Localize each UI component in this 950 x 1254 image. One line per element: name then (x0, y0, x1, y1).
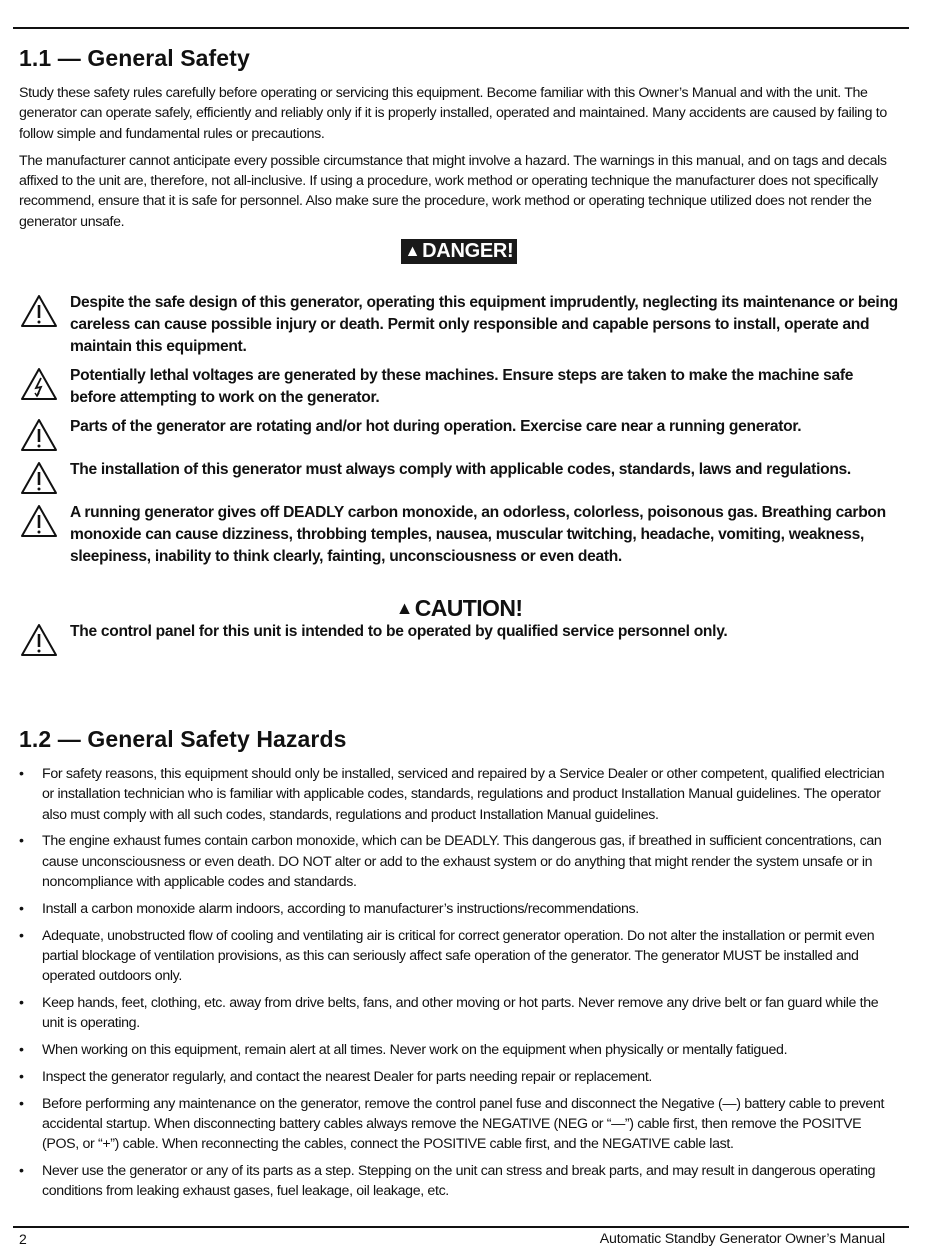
manual-title: Automatic Standby Generator Owner’s Manual (599, 1231, 885, 1247)
page-content (19, 45, 899, 1208)
list-item (19, 1067, 899, 1087)
danger-warning-text: A running generator gives off DEADLY carbon monoxide, an odorless, colorless, poisonous gas. Breathing carbon monoxide can cause dizziness, throbbing temples, nausea, muscular twitching, headache, vomiting, weakness, sleepiness, inability to think clearly, fainting, unconsciousness or even death. (70, 504, 886, 566)
bullet: • (19, 900, 24, 917)
exclamation-triangle-icon (20, 294, 58, 328)
list-item (19, 1094, 899, 1155)
section-heading-general-safety: 1.1 — General Safety (19, 45, 250, 71)
bullet: • (19, 766, 24, 783)
electrical-hazard-triangle-icon (20, 367, 58, 401)
list-item (19, 993, 899, 1034)
danger-warning (19, 292, 899, 358)
caution-warning (19, 621, 899, 657)
exclamation-triangle-icon (20, 461, 58, 495)
danger-warning-text: Potentially lethal voltages are generated by these machines. Ensure steps are taken to make the machine safe before attempting to work on the generator. (70, 367, 854, 407)
list-item-text: The engine exhaust fumes contain carbon monoxide, which can be DEADLY. This dangerous gas, if breathed in sufficient concentrations, can cause unconsciousness or even death. DO NOT alter or add to the exhaust system or do anything that might render the system unsafe or in noncompliance with applicable codes and standards. (42, 833, 882, 891)
section-heading-general-safety-hazards: 1.2 — General Safety Hazards (19, 726, 347, 753)
bullet: • (19, 1042, 24, 1059)
bullet: • (19, 995, 24, 1012)
danger-warning-text: Parts of the generator are rotating and/or hot during operation. Exercise care near a running generator. (70, 418, 802, 436)
top-rule (13, 27, 909, 29)
list-item-text: Never use the generator or any of its parts as a step. Stepping on the unit can stress and break parts, and may result in dangerous operating conditions from leaking exhaust gases, fuel leakage, oil leakage, etc. (42, 1163, 876, 1200)
danger-warning (19, 459, 899, 495)
danger-warning-text: The installation of this generator must always comply with applicable codes, standards, laws and regulations. (70, 461, 851, 479)
caution-heading (19, 595, 899, 621)
list-item-text: Adequate, unobstructed flow of cooling and ventilating air is critical for correct generator operation. Do not alter the installation or permit even partial blockage of ventilation provisions, as this can seriously affect safe operation of the generator. The generator MUST be installed and operated outdoors only. (42, 927, 875, 985)
list-item (19, 899, 899, 919)
bottom-rule (13, 1226, 909, 1228)
danger-banner-row (19, 239, 899, 264)
list-item (19, 926, 899, 987)
danger-label: DANGER! (422, 240, 514, 263)
paragraph: Study these safety rules carefully before operating or servicing this equipment. Become familiar with this Owner’s Manual and with the unit. The generator can operate safely, efficiently and reliably only if it is properly installed, operated and maintained. Many accidents are caused by failing to follow simple and fundamental rules or precautions. (19, 85, 887, 142)
list-item-text: Before performing any maintenance on the generator, remove the control panel fuse and disconnect the Negative (—) battery cable to prevent accidental startup. When disconnecting battery cables always remove the NEGATIVE (NEG or “—”) cable first, then remove the POSITVE (POS, or “+”) cable. When reconnecting the cables, connect the POSITIVE cable first, and the NEGATIVE cable last. (42, 1095, 885, 1153)
hazards-list (19, 764, 899, 1202)
exclamation-triangle-icon (20, 623, 58, 657)
danger-warning-text: Despite the safe design of this generator, operating this equipment imprudently, neglecting its maintenance or being careless can cause possible injury or death. Permit only responsible and capable persons to install, operate and maintain this equipment. (70, 294, 898, 356)
exclamation-triangle-icon (20, 418, 58, 452)
list-item (19, 831, 899, 892)
danger-badge (401, 239, 518, 264)
list-item-text: For safety reasons, this equipment should only be installed, serviced and repaired by a Service Dealer or other competent, qualified electrician or installation technician who is familiar with applicable codes, standards, regulations and product Installation Manual guidelines. The operator also must comply with all such codes, standards, regulations and product Installation Manual guidelines. (42, 766, 885, 823)
paragraph: The manufacturer cannot anticipate every possible circumstance that might involve a hazard. The warnings in this manual, and on tags and decals affixed to the unit are, therefore, not all-inclusive. If using a procedure, work method or operating technique the manufacturer does not specifically recommend, ensure that it is safe for personnel. Also make sure the procedure, work method or operating technique utilized does not render the generator unsafe. (19, 152, 887, 230)
bullet: • (19, 1163, 24, 1180)
page-number: 2 (19, 1231, 27, 1247)
caution-label: CAUTION! (414, 595, 523, 622)
exclamation-triangle-icon (20, 504, 58, 538)
warning-triangle-icon: ▲ (395, 598, 413, 619)
danger-warning (19, 365, 899, 409)
list-item-text: Install a carbon monoxide alarm indoors, according to manufacturer’s instructions/recommendations. (42, 900, 639, 917)
caution-warning-text: The control panel for this unit is intended to be operated by qualified service personnel only. (70, 623, 728, 641)
bullet: • (19, 1095, 24, 1112)
danger-warning (19, 502, 899, 568)
list-item-text: Inspect the generator regularly, and contact the nearest Dealer for parts needing repair or replacement. (42, 1068, 653, 1085)
list-item-text: When working on this equipment, remain alert at all times. Never work on the equipment when physically or mentally fatigued. (42, 1042, 788, 1059)
list-item-text: Keep hands, feet, clothing, etc. away from drive belts, fans, and other moving or hot parts. Never remove any drive belt or fan guard while the unit is operating. (42, 995, 879, 1032)
bullet: • (19, 927, 24, 944)
bullet: • (19, 833, 24, 850)
warning-triangle-icon: ▲ (404, 243, 421, 261)
list-item (19, 1161, 899, 1202)
danger-warning (19, 416, 899, 452)
bullet: • (19, 1068, 24, 1085)
list-item (19, 1040, 899, 1060)
list-item (19, 764, 899, 825)
